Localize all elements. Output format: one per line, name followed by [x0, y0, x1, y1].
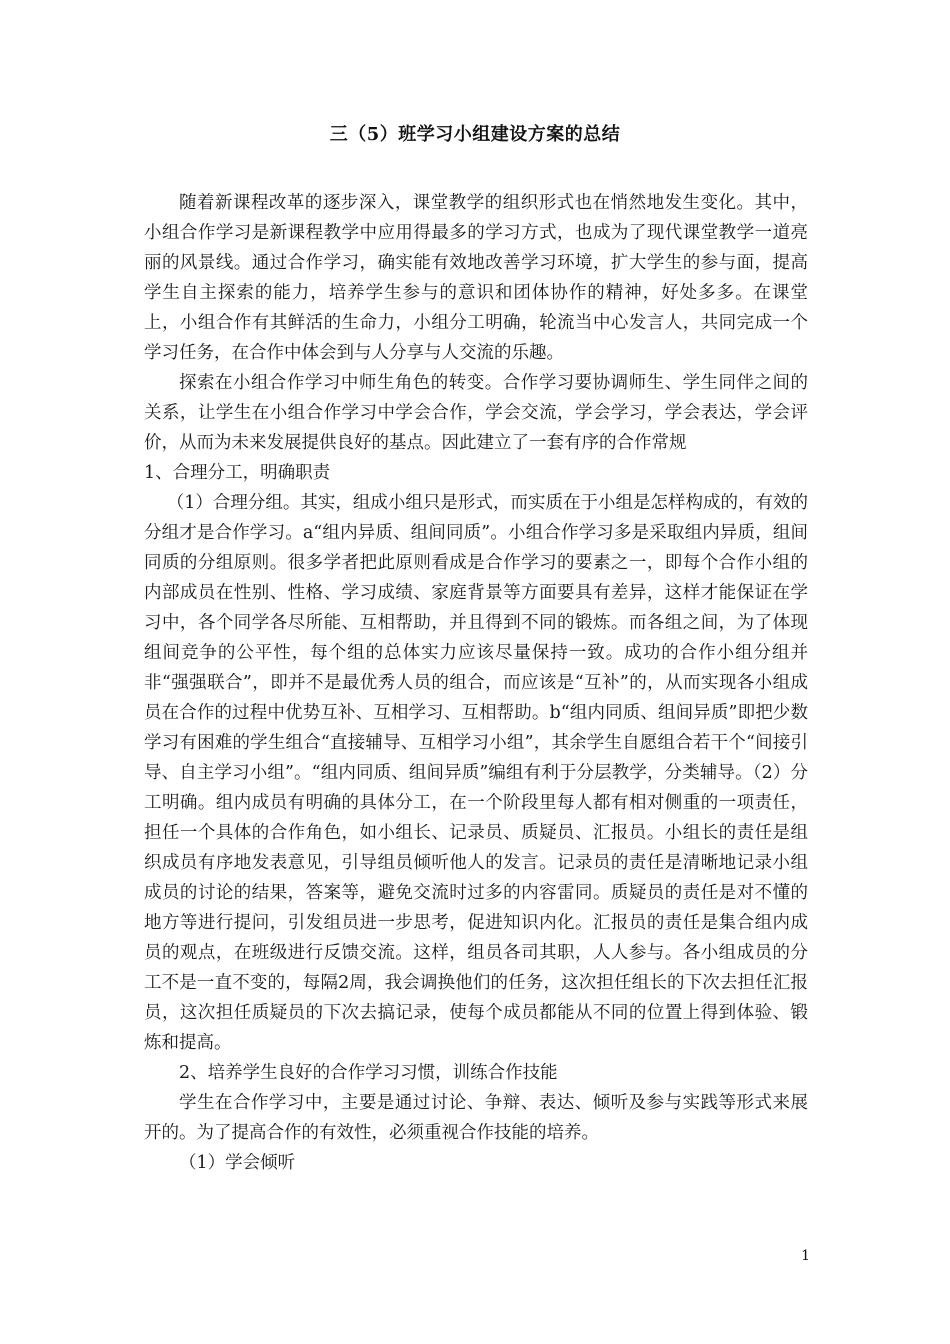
paragraph-role-change: 探索在小组合作学习中师生角色的转变。合作学习要协调师生、学生同伴之间的关系，让学生在小组合作学习中学会合作，学会交流，学会学习，学会表达，学会评价，从而为未来发展提供良好的基点。因此建立了一套有序的合作常规 [144, 373, 808, 453]
paragraph-grouping: （1）合理分组。其实，组成小组只是形式，而实质在于小组是怎样构成的，有效的分组才是合作学习。a“组内异质、组间同质”。小组合作学习多是采取组内异质，组间同质的分组原则。很多学者把此原则看成是合作学习的要素之一，即每个合作小组的内部成员在性别、性格、学习成绩、家庭背景等方面要具有差异，这样才能保证在学习中，各个同学各尽所能、互相帮助，并且得到不同的锻炼。而各组之间，为了体现组间竞争的公平性，每个组的总体实力应该尽量保持一致。成功的合作小组分组并非“强强联合”，即并不是最优秀人员的组合，而应该是“互补”的，从而实现各小组成员在合作的过程中优势互补、互相学习、互相帮助。b“组内同质、组间异质”即把少数学习有困难的学生组合“直接辅导、互相学习小组”，其余学生自愿组合若干个“间接引导、自主学习小组”。“组内同质、组间异质”编组有利于分层教学，分类辅导。（2）分工明确。组内成员有明确的具体分工，在一个阶段里每人都有相对侧重的一项责任，担任一个具体的合作角色，如小组长、记录员、质疑员、汇报员。小组长的责任是组织成员有序地发表意见，引导组员倾听他人的发言。记录员的责任是清晰地记录小组成员的讨论的结果，答案等，避免交流时过多的内容雷同。质疑员的责任是对不懂的地方等进行提问，引发组员进一步思考，促进知识内化。汇报员的责任是集合组内成员的观点，在班级进行反馈交流。这样，组员各司其职，人人参与。各小组成员的分工不是一直不变的，每隔2周，我会调换他们的任务，这次担任组长的下次去担任汇报员，这次担任质疑员的下次去搞记录，使每个成员都能从不同的位置上得到体验、锻炼和提高。 [144, 493, 808, 1053]
section-heading-division: 1、合理分工，明确职责 [144, 463, 331, 483]
document-body [144, 188, 808, 1178]
document-title: 三（5）班学习小组建设方案的总结 [329, 124, 621, 145]
paragraph-intro: 随着新课程改革的逐步深入，课堂教学的组织形式也在悄然地发生变化。其中，小组合作学习是新课程教学中应用得最多的学习方式，也成为了现代课堂教学一道亮丽的风景线。通过合作学习，确实能有效地改善学习环境，扩大学生的参与面，提高学生自主探索的能力，培养学生参与的意识和团体协作的精神，好处多多。在课堂上，小组合作有其鲜活的生命力，小组分工明确，轮流当中心发言人，共同完成一个学习任务，在合作中体会到与人分享与人交流的乐趣。 [144, 193, 808, 363]
page-number: 1 [801, 1248, 810, 1264]
subheading-listening: （1）学会倾听 [179, 1153, 296, 1173]
section-heading-habits: 2、培养学生良好的合作学习习惯，训练合作技能 [179, 1063, 558, 1083]
paragraph-skills: 学生在合作学习中，主要是通过讨论、争辩、表达、倾听及参与实践等形式来展开的。为了提高合作的有效性，必须重视合作技能的培养。 [144, 1093, 808, 1143]
